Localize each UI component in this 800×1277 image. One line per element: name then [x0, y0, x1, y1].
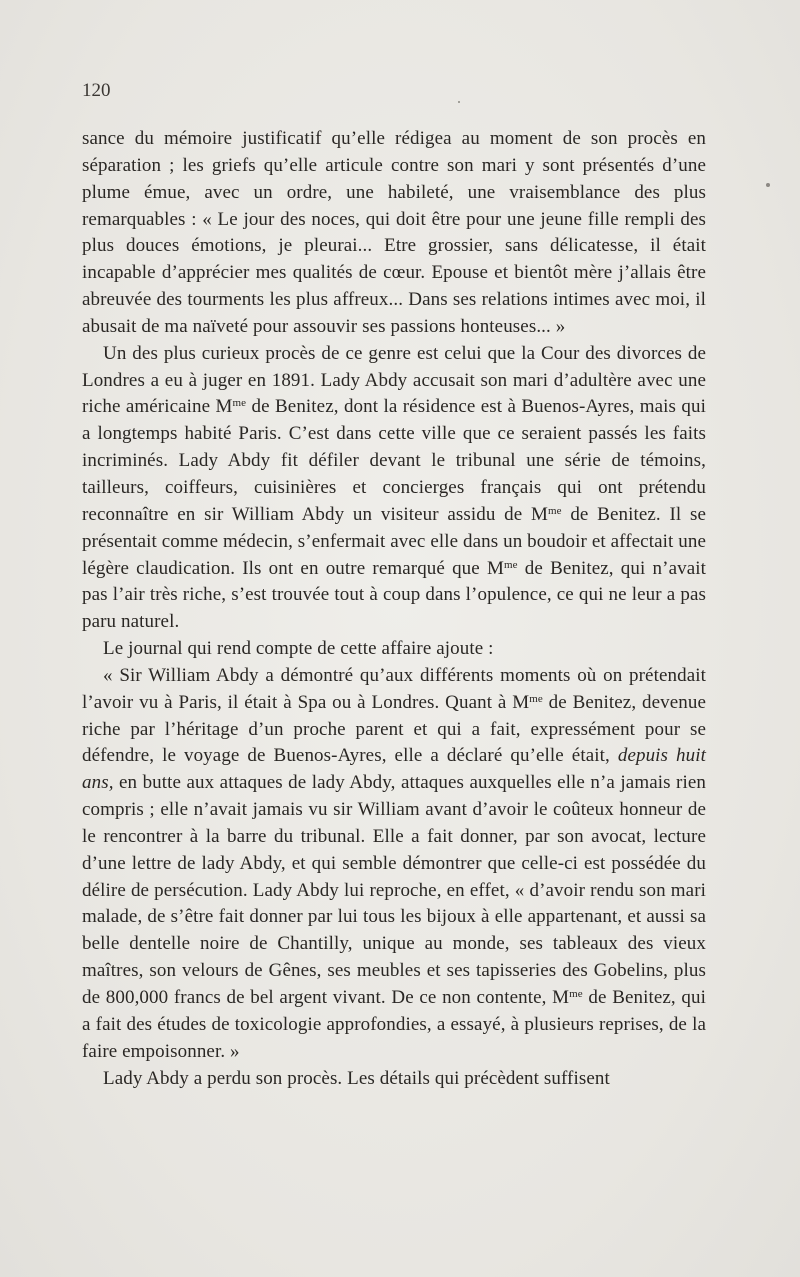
text-run: Un des plus curieux procès de ce genre est celui que la Cour des divorces de Londres a eu à juger en 1891. Lady Abdy accusait son mari d’adultère avec une riche américaine M: [82, 342, 706, 418]
text-run: de Benitez, qui a fait des études de toxicologie approfondies, a essayé, à plusieurs reprises, de la faire empoisonner. »: [82, 987, 707, 1062]
superscript: me: [529, 692, 543, 705]
text-run: « Sir William Abdy a démontré qu’aux différents moments où on prétendait l’avoir vu à Paris, il était à Spa ou à Londres. Quant à M: [82, 664, 706, 713]
paragraph: Lady Abdy a perdu son procès. Les détails qui précèdent suffisent: [103, 1067, 610, 1089]
text-run: de Benitez, qui n’avait pas l’air très riche, s’est trouvée tout à coup dans l’opulence, ce qui ne leur a pas paru naturel.: [82, 557, 706, 633]
text-run: en butte aux attaques de lady Abdy, attaques auxquelles elle n’a jamais rien compris ; elle n’avait jamais vu sir William avant d’avoir le coûteux honneur de le rencontrer à la barre du tribunal. Elle a fait donner, par son avocat, lecture d’une lettre de lady Abdy, et qui semble démontrer que celle-ci est possédée du délire de persécution. Lady Abdy lui reproche, en effet, « d’avoir rendu son mari malade, de s’être fait donner par lui tous les bijoux à elle appartenant, et aussi sa belle dentelle noire de Chantilly, unique au monde, ses tableaux des vieux maîtres, son velours de Gênes, ses meubles et ses tapisseries des Gobelins, plus de 800,000 francs de bel argent vivant. De ce non contente, M: [82, 772, 706, 1008]
page-number: 120: [82, 80, 111, 101]
body-text: [82, 126, 706, 1092]
text-run: de Benitez. Il se présentait comme médecin, s’enfermait avec elle dans un boudoir et affectait une légère claudication. Ils ont en outre remarqué que M: [82, 503, 706, 579]
text-run: de Benitez, devenue riche par l’héritage d’un proche parent et qui a fait, expressément pour se défendre, le voyage de Buenos-Ayres, elle a déclaré qu’elle était,: [82, 691, 706, 767]
superscript: me: [232, 397, 247, 410]
paragraph: [82, 663, 706, 1066]
paragraph: Le journal qui rend compte de cette affaire ajoute :: [103, 638, 494, 660]
text-run: de Benitez, dont la résidence est à Buenos-Ayres, mais qui a longtemps habité Paris. C’est dans cette ville que ce seraient passés les faits incriminés. Lady Abdy fit défiler devant le tribunal une série de témoins, tailleurs, coiffeurs, cuisinières et concierges français qui ont prétendu reconnaître en sir William Abdy un visiteur assidu de M: [82, 396, 706, 525]
superscript: me: [547, 504, 562, 517]
paragraph: [82, 341, 706, 636]
superscript: me: [569, 988, 583, 1000]
paragraph: sance du mémoire justificatif qu’elle rédigea au moment de son procès en séparation ; les griefs qu’elle articule contre son mari y sont présentés d’une plume émue, avec un ordre, une habileté, une vraisemblance des plus remarquables : « Le jour des noces, qui doit être pour une jeune fille rempli des plus douces émotions, je pleurai... Etre grossier, sans délicatesse, il était incapable d’apprécier mes qualités de cœur. Epouse et bientôt mère j’allais être abreuvée des tourments les plus affreux... Dans ses relations intimes avec moi, il abusait de ma naïveté pour assouvir ses passions honteuses... »: [82, 128, 706, 337]
superscript: me: [503, 558, 518, 571]
italic-text: depuis huit ans,: [82, 745, 706, 794]
paper-speck: [458, 101, 460, 103]
paper-speck: [766, 183, 770, 187]
